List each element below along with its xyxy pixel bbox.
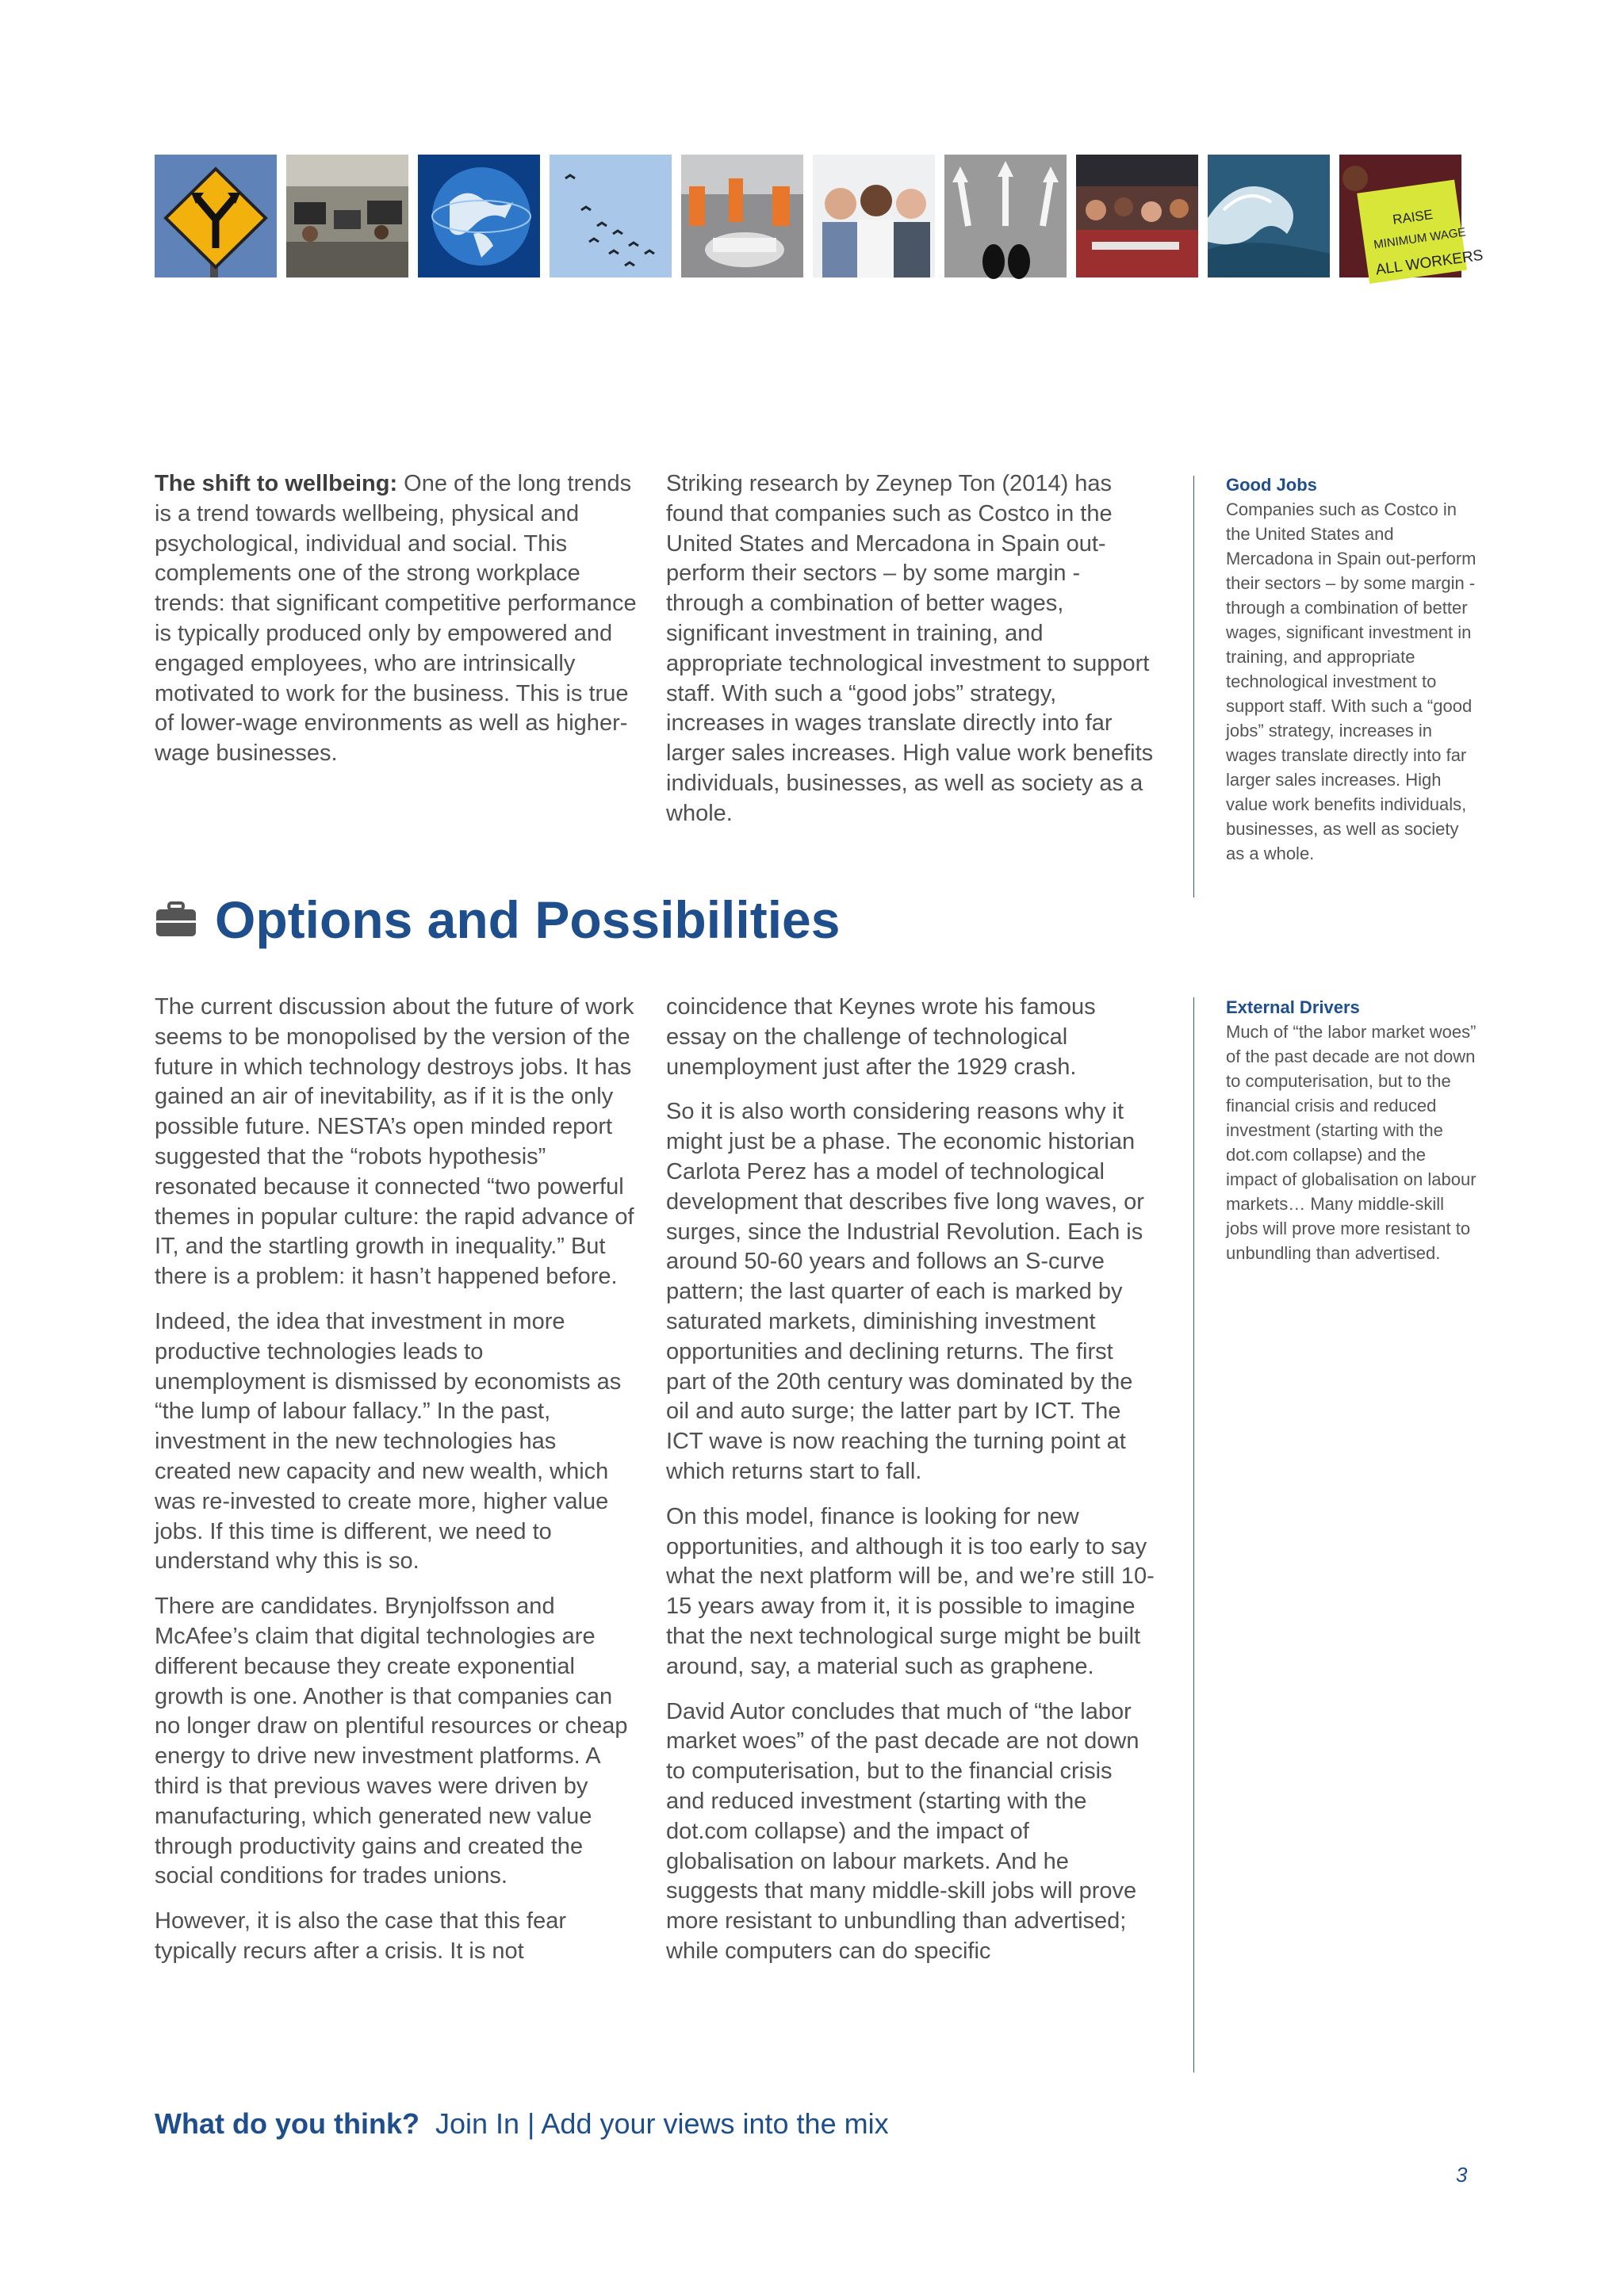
- ocean-wave-photo: [1208, 155, 1330, 277]
- cta-link[interactable]: Join In | Add your views into the mix: [435, 2107, 889, 2140]
- body-paragraph: However, it is also the case that this fear typically recurs after a crisis. It is not: [155, 1908, 567, 1964]
- sidenote-text: Companies such as Costco in the United States and Mercadona in Spain out-perform their sectors – by some margin - through a combination of better wages, significant investment in training, and appropriate technological investment to support staff. With such a “good jobs” strategy, increases in wages translate directly into far larger sales increases. High value work benefits individuals, businesses, as well as society as a whole.: [1226, 499, 1477, 863]
- sidenote-good-jobs: [1226, 473, 1480, 866]
- body-column-1: [155, 993, 638, 1982]
- intro-col2-paragraph: Striking research by Zeynep Ton (2014) has found that companies such as Costco in the United States and Mercadona in Spain out-perform their sectors – by some margin - through a combination of better wages, significant investment in training, and appropriate technological investment to support staff. With such a “good jobs” strategy, increases in wages translate directly into far larger sales increases. High value work benefits individuals, businesses, as well as society as a whole.: [666, 471, 1154, 826]
- section-heading: [155, 888, 840, 951]
- globe-photo: [418, 155, 540, 277]
- body-paragraph: Indeed, the idea that investment in more productive technologies leads to unemployment is dismissed by economists as “the lump of labour fallacy.” In the past, investment in the new technologies has created new capacity and new wealth, which was re-invested to create more, higher value jobs. If this time is different, we need to understand why this is so.: [155, 1308, 622, 1575]
- image-strip: [155, 155, 1484, 279]
- intro-paragraph: [155, 469, 638, 769]
- sidenote-external-drivers: [1226, 995, 1480, 1265]
- sign-line-3: ALL WORKERS: [1374, 247, 1484, 279]
- section-title: Options and Possibilities: [215, 890, 841, 949]
- sign-line-2: MINIMUM WAGE: [1373, 225, 1467, 252]
- intro-lead: The shift to wellbeing:: [155, 471, 398, 496]
- sidenote-title: External Drivers: [1226, 997, 1360, 1017]
- call-to-action: [155, 2107, 889, 2141]
- birds-flying-photo: [550, 155, 672, 277]
- body-paragraph: The current discussion about the future of work seems to be monopolised by the version of the future in which technology destroys jobs. It has gained an air of inevitability, as if it is the only possible future. NESTA’s open minded report suggested that the “robots hypothesis” resonated because it connected “two powerful themes in popular culture: the rapid advance of IT, and the startling growth in inequality.” But there is a problem: it hasn’t happened before.: [155, 994, 634, 1290]
- sidenote-rule: [1193, 997, 1194, 2072]
- intro-column-1: [155, 469, 638, 784]
- robot-assembly-line-photo: [681, 155, 803, 277]
- sign-line-1: RAISE: [1392, 206, 1434, 228]
- body-paragraph: David Autor concludes that much of “the labor market woes” of the past decade are not down to computerisation, but to the financial crisis and reduced investment (starting with the dot.com collapse) and the impact of globalisation on labour markets. And he suggests that many middle-skill jobs will prove more resistant to unbundling than advertised; while computers can do specific: [666, 1698, 1139, 1964]
- crowd-meeting-photo: [1076, 155, 1198, 277]
- body-column-2: [666, 993, 1156, 1982]
- body-paragraph: There are candidates. Brynjolfsson and McAfee’s claim that digital technologies are different because they create exponential growth is one. Another is that companies can no longer draw on plentiful resources or cheap energy to drive new investment platforms. A third is that previous waves were driven by manufacturing, which generated new value through productivity gains and created the social conditions for trades unions.: [155, 1594, 628, 1889]
- sidenote-text: Much of “the labor market woes” of the past decade are not down to computerisation, but to the financial crisis and reduced investment (starting with the dot.com collapse) and the impact of globalisation on labour markets… Many middle-skill jobs will prove more resistant to unbundling than advertised.: [1226, 1022, 1477, 1263]
- body-paragraph: coincidence that Keynes wrote his famous essay on the challenge of technological unemployment just after the 1929 crash.: [666, 994, 1096, 1080]
- protest-sign-photo: [1339, 155, 1484, 279]
- direction-arrows-shoes-photo: [944, 155, 1067, 277]
- body-paragraph: On this model, finance is looking for new opportunities, and although it is too early to say what the next platform will be, and we’re still 10-15 years away from it, it is possible to imagine that the next technological surge might be built around, say, a material such as graphene.: [666, 1503, 1155, 1679]
- intro-text: One of the long trends is a trend towards wellbeing, physical and psychological, individual and social. This complements one of the strong workplace trends: that significant competitive performance is typically produced only by empowered and engaged employees, who are intrinsically motivated to work for the business. This is true of lower-wage environments as well as higher-wage businesses.: [155, 471, 637, 767]
- fork-road-sign-icon: [155, 155, 277, 277]
- briefcase-icon: [155, 901, 197, 938]
- sidenote-rule: [1193, 476, 1194, 897]
- office-workers-photo: [286, 155, 408, 277]
- cta-question: What do you think?: [155, 2107, 419, 2140]
- sidenote-title: Good Jobs: [1226, 475, 1317, 495]
- body-paragraph: So it is also worth considering reasons why it might just be a phase. The economic historian Carlota Perez has a model of technological development that describes five long waves, or surges, since the Industrial Revolution. Each is around 50-60 years and follows an S-curve pattern; the last quarter of each is marked by saturated markets, diminishing investment opportunities and declining returns. The first part of the 20th century was dominated by the oil and auto surge; the latter part by ICT. The ICT wave is now reaching the turning point at which returns start to fall.: [666, 1099, 1144, 1484]
- page-number: 3: [1456, 2163, 1468, 2187]
- smiling-workers-photo: [813, 155, 935, 277]
- intro-column-2: [666, 469, 1156, 844]
